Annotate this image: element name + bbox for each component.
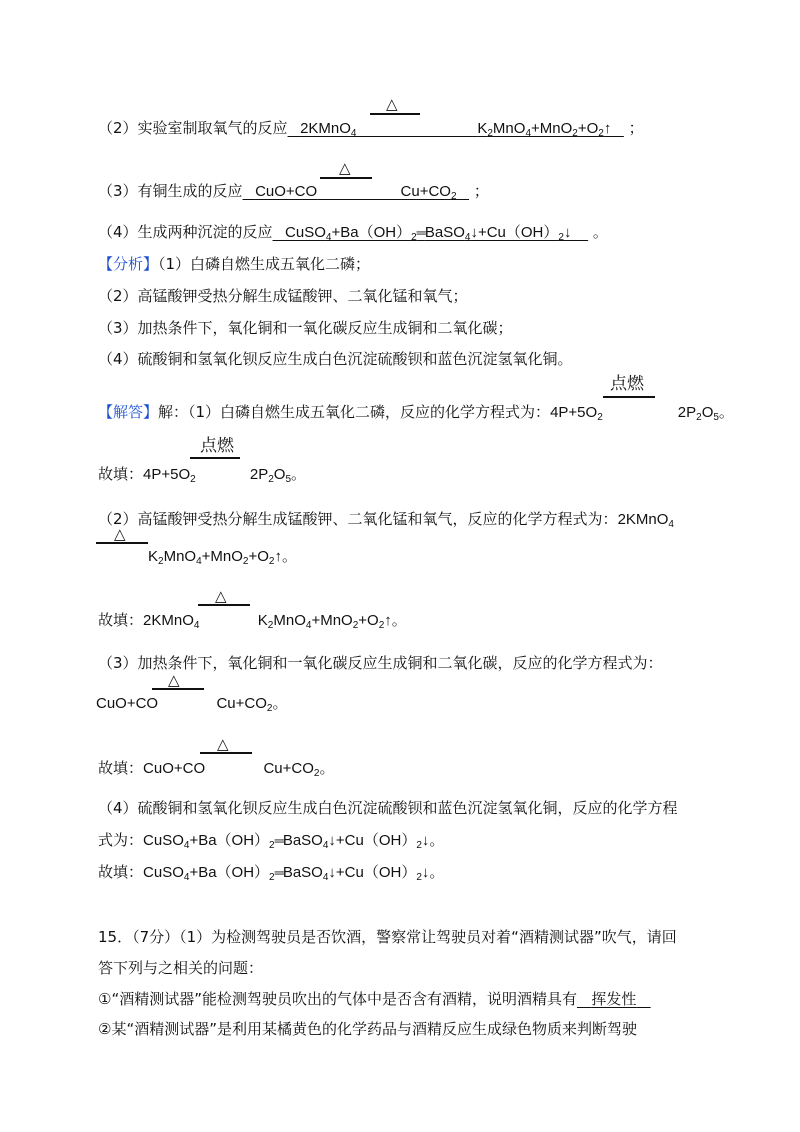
analysis-label: 【分析】 [98, 255, 159, 273]
q4-line: （4）生成两种沉淀的反应 $CuSO_4+Ba(OH)_2═BaSO_4↓+Cu(OH)_2↓$ 。 [98, 223, 608, 243]
q3-condition: △ [339, 159, 351, 177]
f2-condition: △ [215, 587, 227, 605]
analysis-line-1: 【分析】（1）白磷自燃生成五氧化二磷； [98, 255, 371, 273]
solution-line-2: （2）高锰酸钾受热分解生成锰酸钾、二氧化锰和氧气，反应的化学方程式为：2KMnO$_4$ [98, 510, 674, 530]
q15-line-1: 15．（7分）（1）为检测驾驶员是否饮酒，警察常让驾驶员对着“酒精测试器”吹气，请回 [98, 928, 677, 946]
q15-answer-volatility: 挥发性 [591, 990, 637, 1008]
solution-line-4: （4）硫酸铜和氢氧化钡反应生成白色沉淀硫酸钡和蓝色沉淀氢氧化铜，反应的化学方程 [98, 799, 678, 817]
f1-equals-bar [190, 457, 240, 459]
s3-equals-bar [152, 688, 204, 690]
f2-equals-bar [198, 604, 250, 606]
fill-line-4: 故填：$CuSO_4+Ba(OH)_2═BaSO_4↓+Cu(OH)_2↓$。 [98, 863, 445, 883]
analysis-line-2: （2）高锰酸钾受热分解生成锰酸钾、二氧化锰和氧气； [98, 287, 468, 305]
analysis-line-4: （4）硫酸铜和氢氧化钡反应生成白色沉淀硫酸钡和蓝色沉淀氢氧化铜。 [98, 350, 573, 368]
q3-answer: CuO+CO $Cu+CO_2$ [255, 183, 457, 202]
f1-condition: 点燃 [200, 436, 234, 456]
solution-line-1: 【解答】解：（1）白磷自燃生成五氧化二磷，反应的化学方程式为：$4P+5O_2$ $2P_2O_5$。 [98, 403, 734, 423]
solution-line-4b: 式为：$CuSO_4+Ba(OH)_2═BaSO_4↓+Cu(OH)_2↓$。 [98, 831, 445, 851]
analysis-line-3: （3）加热条件下，氧化铜和一氧化碳反应生成铜和二氧化碳； [98, 319, 513, 337]
q15-line-3: ①“酒精测试器”能检测驾驶员吹出的气体中是否含有酒精，说明酒精具有 挥发性 [98, 989, 651, 1009]
s2-condition: △ [114, 525, 126, 543]
solution-line-3b: CuO+CO $Cu+CO_2$。 [96, 695, 288, 714]
solution-label: 【解答】 [98, 403, 159, 421]
s1-equals-bar [603, 396, 655, 398]
q2-answer: 2KMnO$_4$ $K_2MnO_4+MnO_2+O_2↑$ [300, 120, 624, 139]
q3-equals-bar [320, 177, 372, 179]
q2-prefix: （2）实验室制取氧气的反应 [98, 119, 288, 137]
f3-condition: △ [217, 735, 229, 753]
fill-line-1: 故填：$4P+5O_2$ $2P_2O_5$。 [98, 465, 307, 485]
fill-line-3: 故填：CuO+CO $Cu+CO_2$。 [98, 759, 335, 779]
solution-line-3: （3）加热条件下，氧化铜和一氧化碳反应生成铜和二氧化碳，反应的化学方程式为： [98, 654, 663, 672]
s3-condition: △ [168, 671, 180, 689]
f3-equals-bar [200, 752, 252, 754]
q15-line-2: 答下列与之相关的问题： [98, 959, 264, 977]
fill-line-2: 故填：2KMnO$_4$ $K_2MnO_4+MnO_2+O_2↑$。 [98, 611, 407, 631]
q2-equals-bar [370, 113, 420, 115]
q3-line: （3）有铜生成的反应 CuO+CO $Cu+CO_2$ ； [98, 182, 489, 202]
q2-condition: △ [386, 95, 398, 113]
solution-line-2b: $K_2MnO_4+MnO_2+O_2↑$。 [148, 548, 297, 567]
q4-answer: $CuSO_4+Ba(OH)_2═BaSO_4↓+Cu(OH)_2↓$ [272, 224, 589, 243]
q15-line-4: ②某“酒精测试器”是利用某橘黄色的化学药品与酒精反应生成绿色物质来判断驾驶 [98, 1020, 637, 1038]
q2-line: （2）实验室制取氧气的反应 2KMnO$_4$ $K_2MnO_4+MnO_2+O_2↑$ ； [98, 119, 644, 139]
s1-condition: 点燃 [610, 374, 644, 394]
s2-equals-bar [96, 542, 148, 544]
